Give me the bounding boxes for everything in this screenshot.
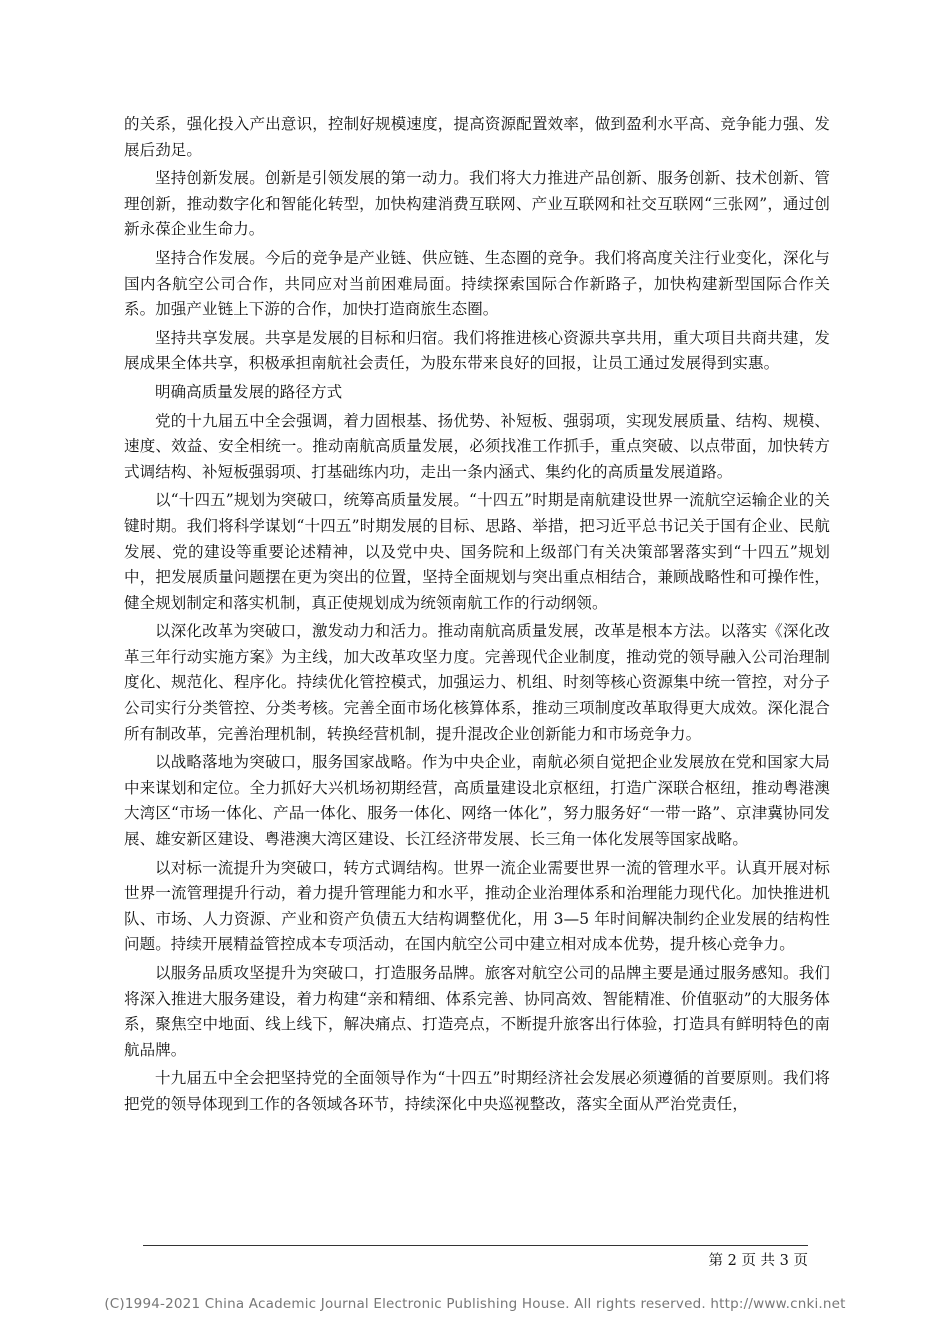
copyright-watermark: (C)1994-2021 China Academic Journal Electronic Publishing House. All rights reserved. http://www.cnki.net: [104, 1296, 846, 1312]
paragraph: 坚持创新发展。创新是引领发展的第一动力。我们将大力推进产品创新、服务创新、技术创新、管理创新，推动数字化和智能化转型，加快构建消费互联网、产业互联网和社交互联网“三张网”，通过创新永葆企业生命力。: [124, 169, 830, 239]
paragraph: 的关系，强化投入产出意识，控制好规模速度，提高资源配置效率，做到盈利水平高、竞争能力强、发展后劲足。: [124, 115, 830, 159]
section-heading: 明确高质量发展的路径方式: [155, 382, 343, 401]
article-body: [124, 112, 830, 1118]
paragraph: 十九届五中全会把坚持党的全面领导作为“十四五”时期经济社会发展必须遵循的首要原则。我们将把党的领导体现到工作的各领域各环节，持续深化中央巡视整改，落实全面从严治党责任，: [124, 1069, 830, 1113]
paragraph: 以深化改革为突破口，激发动力和活力。推动南航高质量发展，改革是根本方法。以落实《深化改革三年行动实施方案》为主线，加大改革攻坚力度。完善现代企业制度，推动党的领导融入公司治理制度化、规范化、程序化。持续优化管控模式，加强运力、机组、时刻等核心资源集中统一管控，对分子公司实行分类管控、分类考核。完善全面市场化核算体系，推动三项制度改革取得更大成效。深化混合所有制改革，完善治理机制，转换经营机制，提升混改企业创新能力和市场竞争力。: [124, 622, 830, 743]
paragraph: 以服务品质攻坚提升为突破口，打造服务品牌。旅客对航空公司的品牌主要是通过服务感知。我们将深入推进大服务建设，着力构建“亲和精细、体系完善、协同高效、智能精准、价值驱动”的大服务体系，聚焦空中地面、线上线下，解决痛点、打造亮点，不断提升旅客出行体验，打造具有鲜明特色的南航品牌。: [124, 964, 830, 1059]
paragraph: 以“十四五”规划为突破口，统筹高质量发展。“十四五”时期是南航建设世界一流航空运输企业的关键时期。我们将科学谋划“十四五”时期发展的目标、思路、举措，把习近平总书记关于国有企业、民航发展、党的建设等重要论述精神，以及党中央、国务院和上级部门有关决策部署落实到“十四五”规划中，把发展质量问题摆在更为突出的位置，坚持全面规划与突出重点相结合，兼顾战略性和可操作性，健全规划制定和落实机制，真正使规划成为统领南航工作的行动纲领。: [124, 491, 830, 612]
paragraph: 以战略落地为突破口，服务国家战略。作为中央企业，南航必须自觉把企业发展放在党和国家大局中来谋划和定位。全力抓好大兴机场初期经营，高质量建设北京枢纽，打造广深联合枢纽，推动粤港澳大湾区“市场一体化、产品一体化、服务一体化、网络一体化”，努力服务好“一带一路”、京津冀协同发展、雄安新区建设、粤港澳大湾区建设、长江经济带发展、长三角一体化发展等国家战略。: [124, 753, 830, 849]
paragraph: 坚持合作发展。今后的竞争是产业链、供应链、生态圈的竞争。我们将高度关注行业变化，深化与国内各航空公司合作，共同应对当前困难局面。持续探索国际合作新路子，加快构建新型国际合作关系。加强产业链上下游的合作，加快打造商旅生态圈。: [124, 248, 830, 319]
footer-divider: [143, 1245, 808, 1246]
paragraph: 以对标一流提升为突破口，转方式调结构。世界一流企业需要世界一流的管理水平。认真开展对标世界一流管理提升行动，着力提升管理能力和水平，推动企业治理体系和治理能力现代化。加快推进机队、市场、人力资源、产业和资产负债五大结构调整优化，用 3—5 年时间解决制约企业发展的结构性问题。持续开展精益管控成本专项活动，在国内航空公司中建立相对成本优势，提升核心竞争力。: [124, 858, 830, 954]
paragraph: 党的十九届五中全会强调，着力固根基、扬优势、补短板、强弱项，实现发展质量、结构、规模、速度、效益、安全相统一。推动南航高质量发展，必须找准工作抓手，重点突破、以点带面，加快转方式调结构、补短板强弱项、打基础练内功，走出一条内涵式、集约化的高质量发展道路。: [124, 411, 830, 481]
paragraph: 坚持共享发展。共享是发展的目标和归宿。我们将推进核心资源共享共用，重大项目共商共建，发展成果全体共享，积极承担南航社会责任，为股东带来良好的回报，让员工通过发展得到实惠。: [124, 328, 830, 373]
page-number: 第 2 页 共 3 页: [708, 1253, 808, 1269]
